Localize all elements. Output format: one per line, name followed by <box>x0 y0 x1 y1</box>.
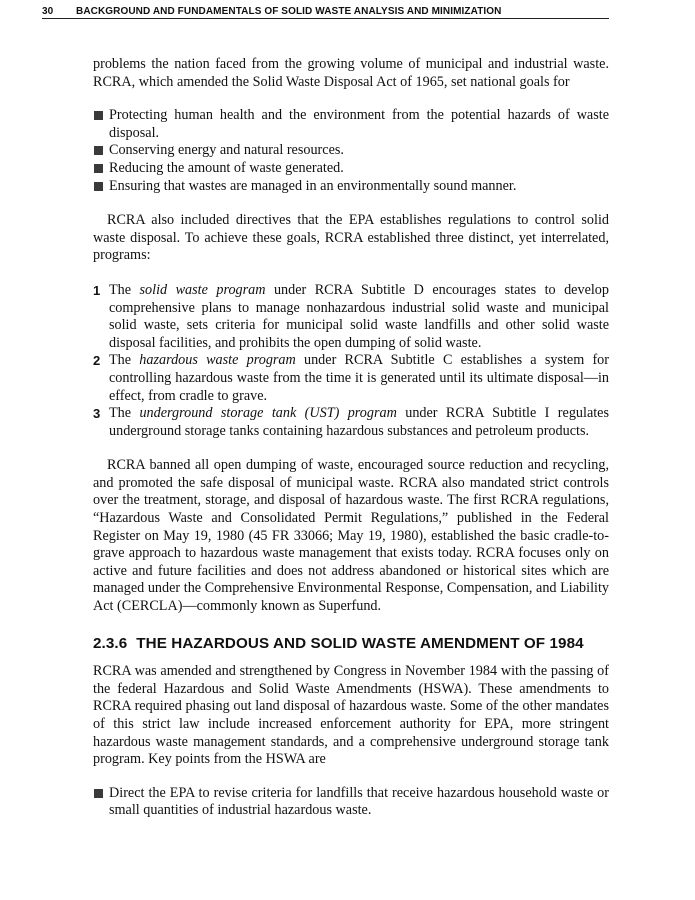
program-lead: The <box>109 281 140 298</box>
program-name: solid waste program <box>139 281 266 298</box>
goal-text: Reducing the amount of waste generated. <box>109 159 344 176</box>
page-number: 30 <box>42 6 54 17</box>
bullet-square-icon <box>94 111 103 120</box>
program-name: hazardous waste program <box>139 352 296 369</box>
section-number: 2.3.6 <box>93 634 128 652</box>
program-item <box>93 282 609 352</box>
bullet-square-icon <box>94 164 103 173</box>
goal-item <box>93 160 609 178</box>
running-title: BACKGROUND AND FUNDAMENTALS OF SOLID WASTE ANALYSIS AND MINIMIZATION <box>76 6 502 17</box>
bullet-square-icon <box>94 182 103 191</box>
goal-text: Conserving energy and natural resources. <box>109 142 344 159</box>
running-header <box>42 6 609 19</box>
intro-paragraph: problems the nation faced from the growing volume of municipal and industrial waste. RCRA, which amended the Solid Waste Disposal Act of 1965, set national goals for <box>93 56 609 90</box>
goal-item <box>93 178 609 196</box>
goal-item <box>93 107 609 142</box>
bullet-square-icon <box>94 146 103 155</box>
body-text <box>93 56 609 837</box>
program-lead: The <box>109 405 140 422</box>
section-title: THE HAZARDOUS AND SOLID WASTE AMENDMENT OF 1984 <box>136 634 584 652</box>
hswa-points-list <box>93 785 609 820</box>
programs-list <box>93 282 609 440</box>
program-number: 3 <box>93 406 101 422</box>
goal-text: Protecting human health and the environment from the potential hazards of waste disposal. <box>109 107 609 141</box>
goals-list <box>93 107 609 195</box>
program-item <box>93 405 609 440</box>
section-heading <box>93 635 609 653</box>
bullet-square-icon <box>94 789 103 798</box>
hswa-point-item <box>93 785 609 820</box>
goal-item <box>93 142 609 160</box>
goal-text: Ensuring that wastes are managed in an environmentally sound manner. <box>109 177 517 194</box>
directives-paragraph: RCRA also included directives that the EPA establishes regulations to control solid waste disposal. To achieve these goals, RCRA established three distinct, yet interrelated, programs: <box>93 212 609 264</box>
hswa-paragraph: RCRA was amended and strengthened by Congress in November 1984 with the passing of the federal Hazardous and Solid Waste Amendments (HSWA). These amendments to RCRA required phasing out land disposal of hazardous waste. Some of the other mandates of this strict law include increased enforcement authority for EPA, more stringent hazardous waste management standards, and a comprehensive underground storage tank program. Key points from the HSWA are <box>93 663 609 768</box>
banned-paragraph: RCRA banned all open dumping of waste, encouraged source reduction and recycling, and promoted the safe disposal of municipal waste. RCRA also mandated strict controls over the treatment, storage, and disposal of hazardous waste. The first RCRA regulations, “Hazardous Waste and Consolidated Permit Regulations,” published in the Federal Register on May 19, 1980 (45 FR 33066; May 19, 1980), established the basic cradle-to-grave approach to hazardous waste management that exists today. RCRA focuses only on active and future facilities and does not address abandoned or historical sites which are managed under the Comprehensive Environmental Response, Compensation, and Liability Act (CERCLA)—commonly known as Superfund. <box>93 457 609 615</box>
program-name: underground storage tank (UST) program <box>139 405 397 422</box>
program-description: under RCRA Subtitle I regulates underground storage tanks containing hazardous substances and petroleum products. <box>109 405 610 439</box>
program-number: 1 <box>93 282 101 298</box>
program-item <box>93 352 609 405</box>
program-description: under RCRA Subtitle D encourages states to develop comprehensive plans to manage nonhazardous industrial solid waste and municipal solid waste, sets criteria for municipal solid waste landfills and other solid waste disposal facilities, and prohibits the open dumping of solid waste. <box>109 281 609 351</box>
program-lead: The <box>109 352 140 369</box>
program-number: 2 <box>93 353 101 369</box>
program-description: under RCRA Subtitle C establishes a system for controlling hazardous waste from the time it is generated until its ultimate disposal—in effect, from cradle to grave. <box>109 352 609 404</box>
hswa-point-text: Direct the EPA to revise criteria for landfills that receive hazardous household waste or small quantities of industrial hazardous waste. <box>109 784 609 819</box>
